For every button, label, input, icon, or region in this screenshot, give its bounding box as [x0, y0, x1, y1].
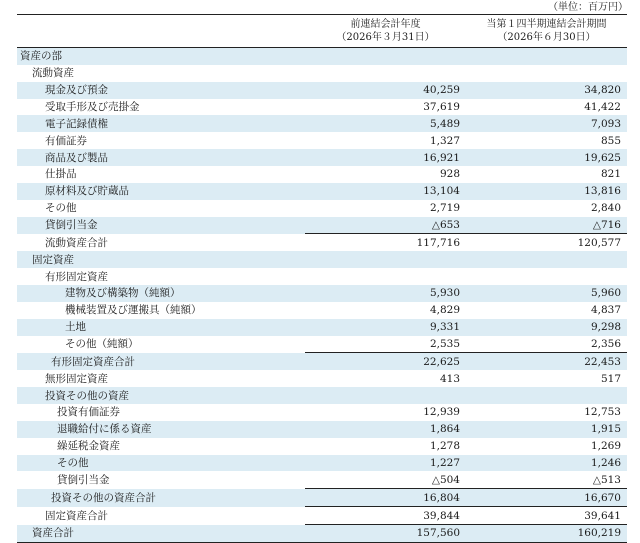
- curr-value: 160,219: [466, 525, 627, 543]
- prev-value: △504: [431, 473, 460, 486]
- prev-value: 13,104: [305, 183, 466, 200]
- curr-value: △513: [592, 473, 621, 486]
- row-label: 貸倒引当金: [57, 474, 110, 487]
- prev-value: 22,625: [305, 353, 466, 370]
- curr-value: 19,625: [466, 149, 627, 166]
- row-label: 機械装置及び運搬具（純額）: [65, 304, 202, 317]
- curr-value: 5,960: [466, 285, 627, 302]
- curr-value: [466, 268, 627, 285]
- prev-value: 928: [439, 168, 460, 181]
- curr-value: 12,753: [584, 406, 621, 419]
- row-label: 退職給付に係る資産: [17, 421, 305, 438]
- table-row: [17, 387, 627, 404]
- header-curr-title: 当第１四半期連結会計期間: [486, 19, 607, 30]
- table-row: [17, 251, 627, 268]
- curr-value: [466, 65, 627, 82]
- header-curr-date: （2026年６月30日）: [497, 32, 596, 43]
- row-label: 有形固定資産合計: [17, 353, 305, 370]
- curr-value: [466, 387, 627, 404]
- curr-value: 41,422: [584, 101, 621, 113]
- curr-value: △716: [466, 217, 627, 234]
- curr-value: 22,453: [466, 353, 627, 370]
- table-row: [17, 82, 627, 99]
- table-row-subtotal: [17, 507, 627, 525]
- table-row: [17, 302, 627, 319]
- curr-value: 7,093: [466, 115, 627, 132]
- row-label: 仕掛品: [45, 168, 77, 181]
- prev-value: △653: [305, 217, 466, 234]
- curr-value: 517: [600, 372, 621, 385]
- header-label-cell: [17, 15, 305, 48]
- row-label: 繰延税金資産: [57, 440, 120, 453]
- prev-value: 413: [439, 372, 460, 385]
- row-label: 投資有価証券: [57, 406, 120, 419]
- row-label: 流動資産: [32, 67, 74, 80]
- prev-value: 117,716: [305, 234, 466, 251]
- row-label: 受取手形及び売掛金: [45, 101, 140, 113]
- row-label: 資産の部: [17, 48, 305, 65]
- row-label: その他: [45, 202, 77, 215]
- prev-value: [305, 268, 466, 285]
- prev-value: [305, 65, 466, 82]
- row-label: その他: [17, 455, 305, 472]
- table-row: [17, 285, 627, 302]
- prev-value: [305, 48, 466, 65]
- curr-value: 821: [600, 168, 621, 181]
- row-label: その他（純額）: [65, 338, 139, 351]
- prev-value: 157,560: [305, 525, 466, 543]
- prev-value: 1,864: [305, 421, 466, 438]
- table-row: [17, 217, 627, 234]
- table-row: [17, 183, 627, 200]
- prev-value: 1,327: [429, 134, 460, 147]
- table-row-total: [17, 525, 627, 543]
- table-row: [17, 268, 627, 285]
- curr-value: 1,246: [466, 455, 627, 472]
- prev-value: 1,278: [429, 440, 460, 453]
- prev-value: 16,804: [305, 489, 466, 507]
- table-row-subtotal: [17, 234, 627, 251]
- curr-value: 1,915: [466, 421, 627, 438]
- header-row: [17, 15, 627, 48]
- prev-value: 5,930: [305, 285, 466, 302]
- table-row: [17, 65, 627, 82]
- prev-value: 2,719: [429, 202, 460, 215]
- row-label: 投資その他の資産: [17, 387, 305, 404]
- curr-value: 16,670: [466, 489, 627, 507]
- prev-value: 40,259: [305, 82, 466, 99]
- header-prev-period: [305, 15, 466, 48]
- table-row: [17, 48, 627, 65]
- prev-value: 1,227: [305, 455, 466, 472]
- curr-value: 39,641: [466, 507, 627, 525]
- table-row-subtotal: [17, 353, 627, 370]
- curr-value: 855: [600, 134, 621, 147]
- table-row: [17, 471, 627, 488]
- row-label: 建物及び構築物（純額）: [17, 285, 305, 302]
- curr-value: [466, 48, 627, 65]
- row-label: 有価証券: [45, 134, 87, 147]
- curr-value: 2,840: [590, 202, 621, 215]
- table-row: [17, 319, 627, 336]
- prev-value: 16,921: [305, 149, 466, 166]
- prev-value: 37,619: [423, 101, 460, 113]
- curr-value: [466, 251, 627, 268]
- row-label: 流動資産合計: [45, 236, 108, 249]
- row-label: 投資その他の資産合計: [17, 489, 305, 507]
- row-label: 土地: [17, 319, 305, 336]
- row-label: 現金及び預金: [17, 82, 305, 99]
- table-row: [17, 370, 627, 387]
- row-label: 資産合計: [17, 525, 305, 543]
- table-row-subtotal: [17, 489, 627, 507]
- table-row: [17, 149, 627, 166]
- balance-sheet-table: [17, 14, 627, 543]
- curr-value: 120,577: [466, 234, 627, 251]
- curr-value: 34,820: [466, 82, 627, 99]
- prev-value: 2,535: [429, 338, 460, 351]
- row-label: 原材料及び貯蔵品: [17, 183, 305, 200]
- table-row: [17, 455, 627, 472]
- row-label: 電子記録債権: [17, 115, 305, 132]
- curr-value: 13,816: [466, 183, 627, 200]
- unit-note: （単位：百万円）: [548, 2, 628, 13]
- table-row: [17, 99, 627, 116]
- prev-value: [305, 387, 466, 404]
- curr-value: 1,269: [590, 440, 621, 453]
- prev-value: 5,489: [305, 115, 466, 132]
- table-row: [17, 336, 627, 353]
- table-row: [17, 132, 627, 149]
- row-label: 有形固定資産: [45, 270, 108, 283]
- curr-value: 2,356: [590, 338, 621, 351]
- table-row: [17, 438, 627, 455]
- curr-value: 9,298: [466, 319, 627, 336]
- table-row: [17, 115, 627, 132]
- header-curr-period: [466, 15, 627, 48]
- row-label: 無形固定資産: [45, 372, 108, 385]
- row-label: 商品及び製品: [17, 149, 305, 166]
- row-label: 固定資産合計: [45, 509, 108, 522]
- prev-value: 4,829: [429, 304, 460, 317]
- row-label: 貸倒引当金: [17, 217, 305, 234]
- table-row: [17, 166, 627, 183]
- table-row: [17, 404, 627, 421]
- header-prev-date: （2026年３月31日）: [336, 32, 435, 43]
- prev-value: 39,844: [305, 507, 466, 525]
- table-row: [17, 421, 627, 438]
- prev-value: 12,939: [423, 406, 460, 419]
- prev-value: 9,331: [305, 319, 466, 336]
- header-prev-title: 前連結会計年度: [350, 19, 421, 30]
- table-row: [17, 200, 627, 217]
- row-label: 固定資産: [17, 251, 305, 268]
- prev-value: [305, 251, 466, 268]
- curr-value: 4,837: [590, 304, 621, 317]
